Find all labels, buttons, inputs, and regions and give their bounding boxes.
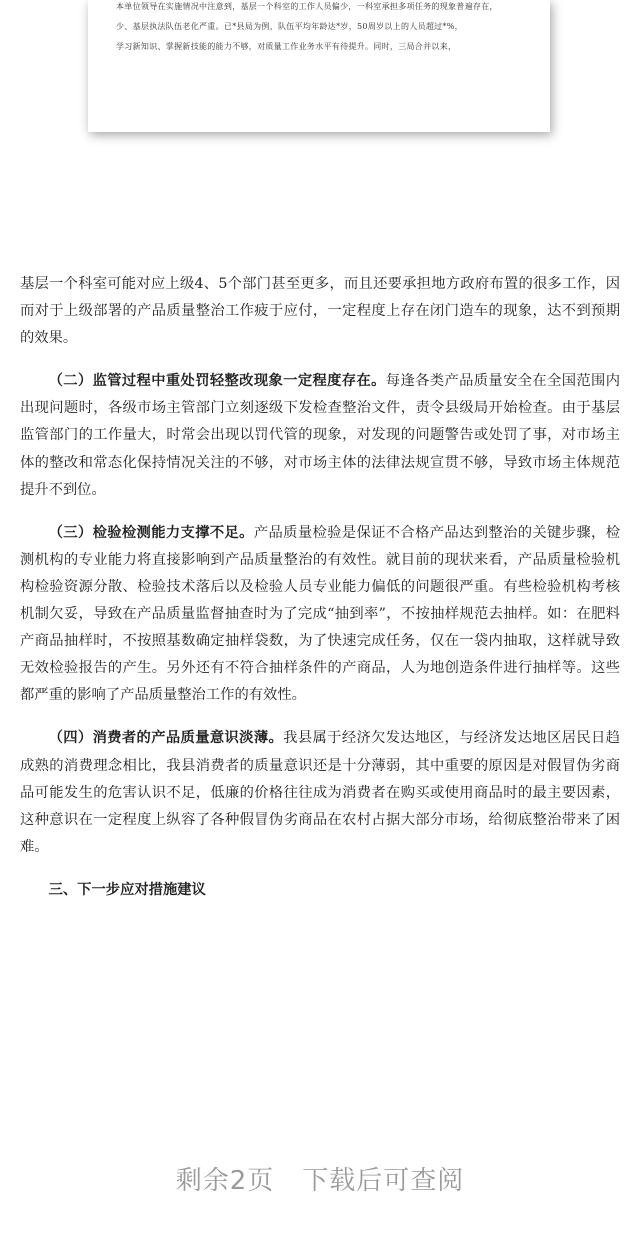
paragraph-text: 每逢各类产品质量安全在全国范围内出现问题时，各级市场主管部门立刻逐级下发检查整治文件，责令县级局开始检查。由于基层监管部门的工作量大，时常会出现以罚代管的现象，对发现的问题警告或处罚了事，对市场主体的整改和常态化保持情况关注的不够，对市场主体的法律法规宣贯不够，导致市场主体规范提升不到位。 [20, 373, 621, 498]
paragraph-consumer [20, 725, 620, 860]
preview-line: 本单位领导在实施情况中注意到，基层一个科室的工作人员偏少，一科室承担多项任务的现象普遍存在， [116, 2, 498, 11]
paragraph-inspection [20, 520, 620, 710]
section-heading: 三、下一步应对措施建议 [48, 881, 206, 898]
preview-line: 少、基层执法队伍老化严重。已*县局为例，队伍平均年龄达*岁，50周岁以上的人员超过*%， [116, 22, 463, 31]
paragraph-lead: （三）检验检测能力支撑不足。 [48, 524, 254, 541]
previous-page-preview [88, 0, 550, 132]
paragraph-lead: （二）监管过程中重处罚轻整改现象一定程度存在。 [48, 373, 386, 390]
remaining-pages-text: 剩余2页 [175, 1166, 275, 1196]
download-remaining-banner[interactable] [0, 1160, 640, 1197]
paragraph-text: 我县属于经济欠发达地区，与经济发达地区居民日趋成熟的消费理念相比，我县消费者的质量意识还是十分薄弱，其中重要的原因是对假冒伪劣商品可能发生的危害认识不足，低廉的价格往往成为消费者在购买或使用商品时的最主要因素，这种意识在一定程度上纵容了各种假冒伪劣商品在农村占据大部分市场，给彻底整治带来了困难。 [20, 730, 621, 855]
document-body [20, 271, 620, 904]
preview-line: 学习新知识、掌握新技能的能力不够，对质量工作业务水平有待提升。同时，三局合并以来， [116, 42, 457, 51]
download-to-view-text[interactable]: 下载后可查阅 [302, 1166, 465, 1196]
paragraph-continuation: 基层一个科室可能对应上级4、5个部门甚至更多，而且还要承担地方政府布置的很多工作，因而对于上级部署的产品质量整治工作疲于应付，一定程度上存在闭门造车的现象，达不到预期的效果。 [20, 276, 620, 347]
paragraph-supervision [20, 368, 620, 503]
paragraph-text: 产品质量检验是保证不合格产品达到整治的关键步骤，检测机构的专业能力将直接影响到产品质量整治的有效性。就目前的现状来看，产品质量检验机构检验资源分散、检验技术落后以及检验人员专业能力偏低的问题很严重。有些检验机构考核机制欠妥，导致在产品质量监督抽查时为了完成“抽到率”，不按抽样规范去抽样。如：在肥料产商品抽样时，不按照基数确定抽样袋数，为了快速完成任务，仅在一袋内抽取，这样就导致无效检验报告的产生。另外还有不符合抽样条件的产商品，人为地创造条件进行抽样等。这些都严重的影响了产品质量整治工作的有效性。 [20, 524, 620, 704]
paragraph-lead: （四）消费者的产品质量意识淡薄。 [48, 730, 284, 747]
